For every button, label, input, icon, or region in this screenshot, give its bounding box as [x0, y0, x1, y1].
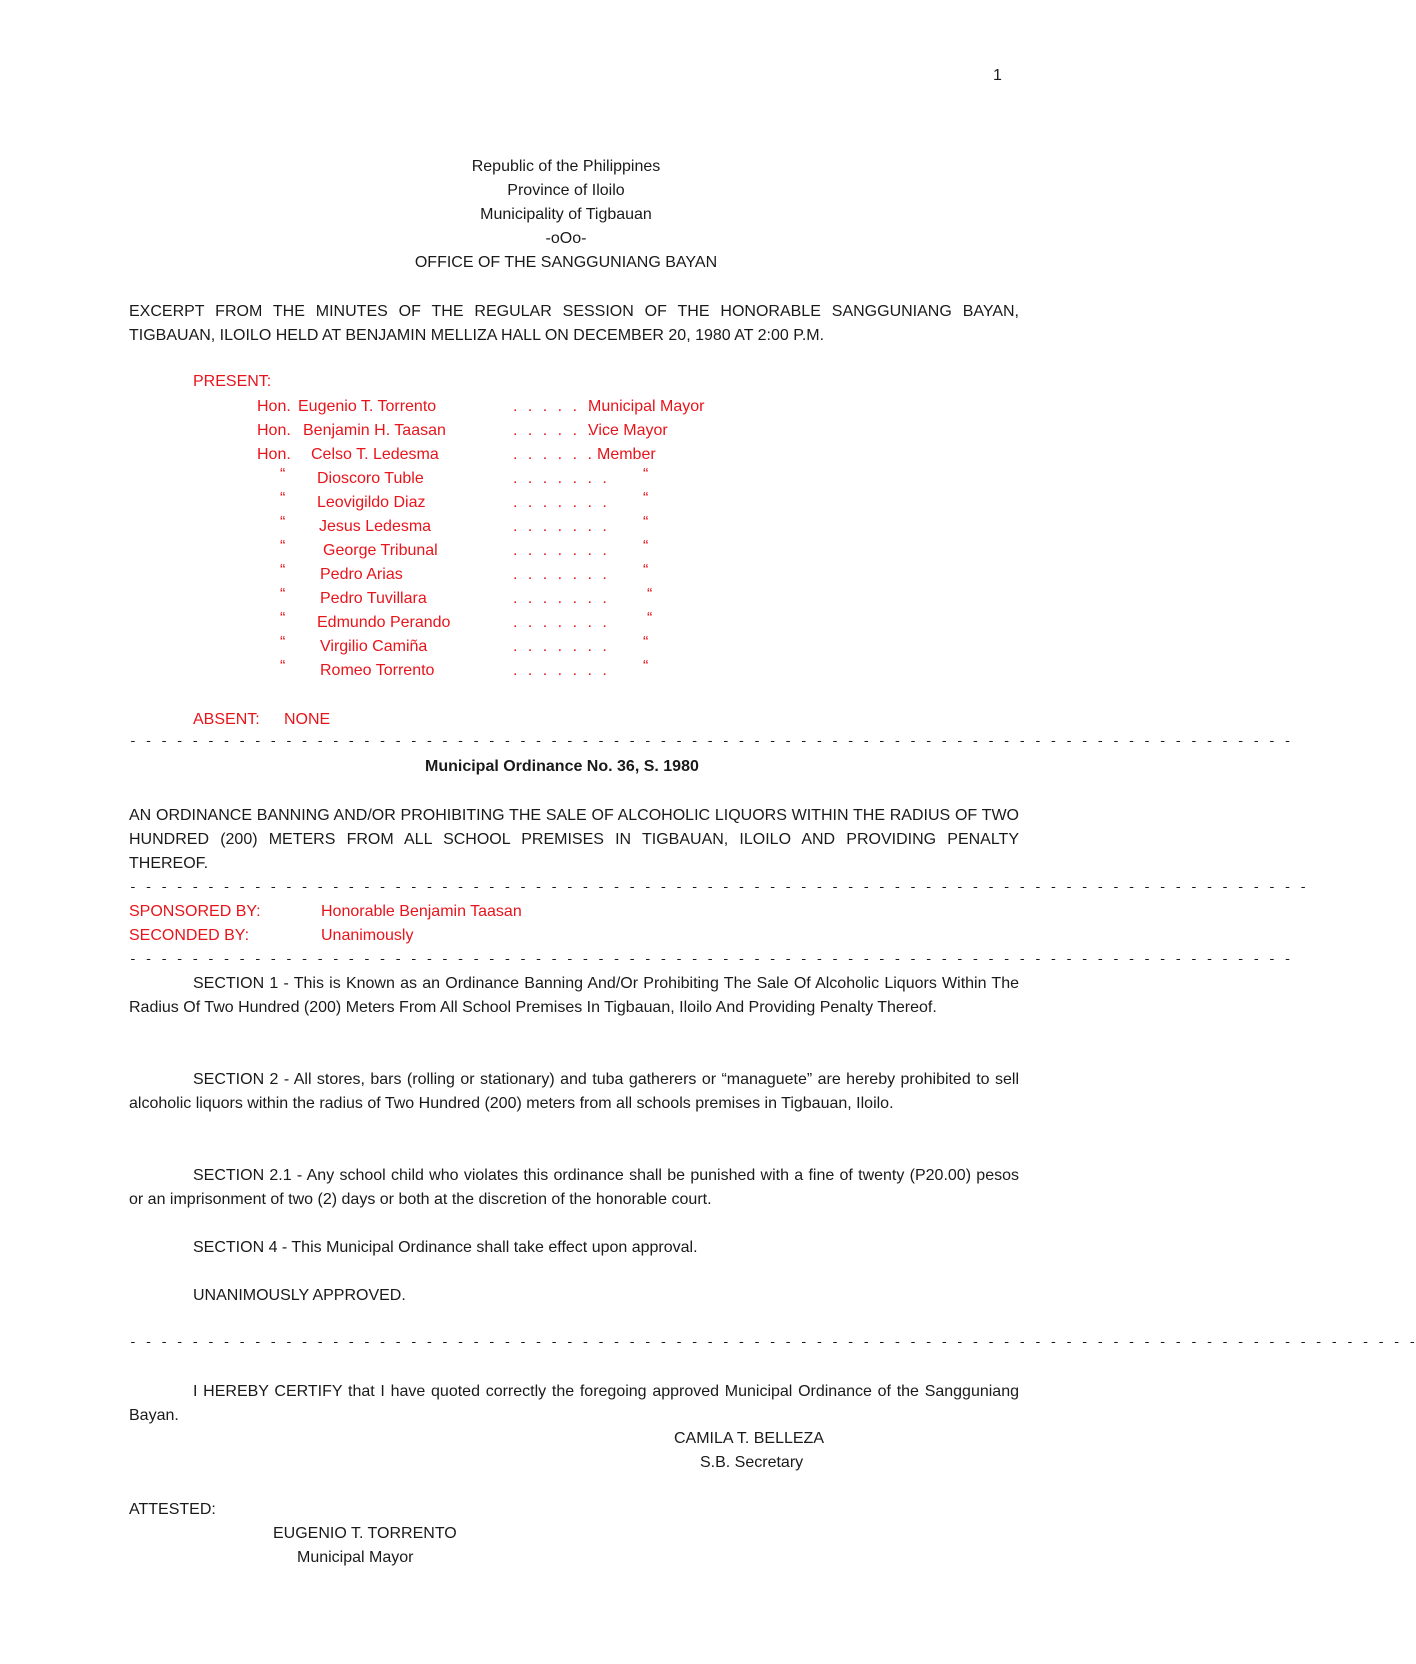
attendee-role: “	[643, 658, 649, 675]
attendee-role: “	[643, 466, 649, 483]
attendee-name: Celso T. Ledesma	[311, 446, 439, 463]
letterhead-municipality: Municipality of Tigbauan	[480, 206, 652, 223]
separator-line: - - - - - - - - - - - - - - - - - - - - - - - - - - - - - - - - - - - - - - - - - - - - - - - - - - - - - - - - - - - - - - - - - - - - - - - - - - -	[129, 952, 1292, 967]
letterhead	[0, 155, 1132, 275]
letterhead-office: OFFICE OF THE SANGGUNIANG BAYAN	[414, 254, 718, 271]
attendee-name: Pedro Arias	[320, 566, 403, 583]
attendee-prefix: “	[280, 538, 286, 555]
attendee-prefix: “	[280, 586, 286, 603]
attendee-role: “	[647, 586, 653, 603]
absent-label: ABSENT:	[193, 711, 260, 728]
leader-dots: . . . . . . .	[513, 446, 610, 463]
excerpt-paragraph: EXCERPT FROM THE MINUTES OF THE REGULAR SESSION OF THE HONORABLE SANGGUNIANG BAYAN, TIGBAUAN, ILOILO HELD AT BENJAMIN MELLIZA HALL ON DECEMBER 20, 1980 AT 2:00 P.M.	[129, 303, 1019, 344]
letterhead-ornament: -oOo-	[545, 230, 587, 247]
seconded-value: Unanimously	[321, 927, 414, 944]
approval-statement: UNANIMOUSLY APPROVED.	[193, 1287, 406, 1304]
leader-dots: . . . . . . .	[513, 518, 610, 535]
attendee-name: George Tribunal	[323, 542, 438, 559]
certification-paragraph: I HEREBY CERTIFY that I have quoted correctly the foregoing approved Municipal Ordinance of the Sangguniang Bayan.	[129, 1383, 1019, 1424]
secretary-name: CAMILA T. BELLEZA	[674, 1430, 824, 1447]
attendee-name: Virgilio Camiña	[320, 638, 428, 655]
mayor-title: Municipal Mayor	[297, 1549, 414, 1566]
attendee-name: Eugenio T. Torrento	[298, 398, 437, 415]
leader-dots: . . . . . . .	[513, 638, 610, 655]
attendee-role: “	[647, 610, 653, 627]
attendee-name: Leovigildo Diaz	[317, 494, 426, 511]
sponsored-value: Honorable Benjamin Taasan	[321, 903, 522, 920]
attendee-role: Vice Mayor	[588, 422, 668, 439]
section-2-1: SECTION 2.1 - Any school child who violates this ordinance shall be punished with a fine of twenty (P20.00) pesos or an imprisonment of two (2) days or both at the discretion of the honorable court.	[129, 1167, 1019, 1208]
attendee-role: “	[643, 634, 649, 651]
attendee-role: “	[643, 538, 649, 555]
present-label: PRESENT:	[193, 373, 272, 390]
leader-dots: . . . . . . .	[513, 542, 610, 559]
attendee-role: “	[643, 562, 649, 579]
mayor-name: EUGENIO T. TORRENTO	[273, 1525, 457, 1542]
attendee-name: Jesus Ledesma	[319, 518, 432, 535]
attendee-name: Benjamin H. Taasan	[303, 422, 446, 439]
ordinance-title: Municipal Ordinance No. 36, S. 1980	[425, 758, 699, 775]
attendee-name: Pedro Tuvillara	[320, 590, 427, 607]
attendee-prefix: Hon.	[257, 446, 291, 463]
attendee-prefix: “	[280, 562, 286, 579]
leader-dots: . . . . . . .	[513, 422, 610, 439]
attendee-prefix: Hon.	[257, 398, 291, 415]
sponsored-label: SPONSORED BY:	[129, 903, 261, 920]
attendee-role: Municipal Mayor	[588, 398, 705, 415]
attendee-prefix: “	[280, 490, 286, 507]
attendee-prefix: “	[280, 610, 286, 627]
attendee-name: Edmundo Perando	[317, 614, 451, 631]
letterhead-republic: Republic of the Philippines	[471, 158, 661, 175]
section-4: SECTION 4 - This Municipal Ordinance shall take effect upon approval.	[193, 1239, 698, 1256]
section-1: SECTION 1 - This is Known as an Ordinance Banning And/Or Prohibiting The Sale Of Alcoholic Liquors Within The Radius Of Two Hundred (200) Meters From All School Premises In Tigbauan, Iloilo And Providing Penalty Thereof.	[129, 975, 1019, 1016]
seconded-label: SECONDED BY:	[129, 927, 250, 944]
section-2: SECTION 2 - All stores, bars (rolling or stationary) and tuba gatherers or “managuete” are hereby prohibited to sell alcoholic liquors within the radius of Two Hundred (200) meters from all schools premises in Tigbauan, Iloilo.	[129, 1071, 1019, 1112]
leader-dots: . . . . . . .	[513, 590, 610, 607]
leader-dots: . . . . . . .	[513, 494, 610, 511]
attendee-prefix: “	[280, 634, 286, 651]
leader-dots: . . . . . . .	[513, 470, 610, 487]
separator-line: - - - - - - - - - - - - - - - - - - - - - - - - - - - - - - - - - - - - - - - - - - - - - - - - - - - - - - - - - - - - - - - - - - - - - - - - - - - -	[129, 880, 1307, 895]
leader-dots: . . . . . . .	[513, 398, 610, 415]
ordinance-description: AN ORDINANCE BANNING AND/OR PROHIBITING THE SALE OF ALCOHOLIC LIQUORS WITHIN THE RADIUS OF TWO HUNDRED (200) METERS FROM ALL SCHOOL PREMISES IN TIGBAUAN, ILOILO AND PROVIDING PENALTY THEREOF.	[129, 807, 1019, 872]
attendee-name: Romeo Torrento	[320, 662, 435, 679]
attendee-prefix: Hon.	[257, 422, 291, 439]
attested-label: ATTESTED:	[129, 1501, 216, 1518]
attendee-prefix: “	[280, 658, 286, 675]
leader-dots: . . . . . . .	[513, 566, 610, 583]
leader-dots: . . . . . . .	[513, 662, 610, 679]
attendee-role: Member	[597, 446, 656, 463]
secretary-title: S.B. Secretary	[700, 1454, 804, 1471]
page-number: 1	[993, 67, 1002, 84]
attendee-role: “	[643, 490, 649, 507]
attendee-name: Dioscoro Tuble	[317, 470, 424, 487]
attendee-role: “	[643, 514, 649, 531]
attendee-prefix: “	[280, 466, 286, 483]
separator-line: - - - - - - - - - - - - - - - - - - - - - - - - - - - - - - - - - - - - - - - - - - - - - - - - - - - - - - - - - - - - - - - - - - - - - - - - - - -	[129, 734, 1292, 749]
letterhead-province: Province of Iloilo	[507, 182, 625, 199]
separator-line: - - - - - - - - - - - - - - - - - - - - - - - - - - - - - - - - - - - - - - - - - - - - - - - - - - - - - - - - - - - - - - - - - - - - - - - - - - - - - - - - - - -	[129, 1335, 1416, 1350]
attendee-prefix: “	[280, 514, 286, 531]
leader-dots: . . . . . . .	[513, 614, 610, 631]
absent-value: NONE	[284, 711, 331, 728]
